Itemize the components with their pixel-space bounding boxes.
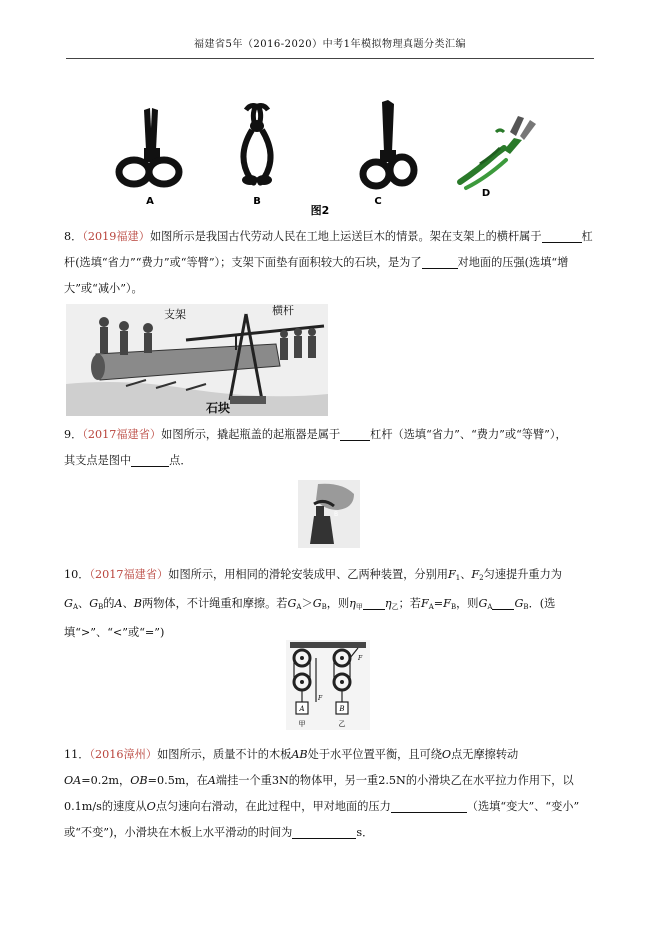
fig2-caption: 图2 (310, 204, 330, 217)
q10-fig-yi: 乙 (338, 720, 346, 728)
q8-line-3: 大”或“减小”）。 (64, 282, 143, 295)
q8-fig-label-support: 支架 (164, 308, 186, 321)
q8-blank-2[interactable] (422, 254, 458, 269)
scissors-a-icon (119, 108, 179, 184)
q9-line-2: 其支点是图中 点． (64, 454, 192, 467)
q10-blank-2[interactable] (492, 595, 514, 610)
q10-line-1: 10．（2017福建省）如图所示，用相同的滑轮安装成甲、乙两种装置，分别用$F_1$、$F_2$匀速提升重力为 (64, 568, 562, 582)
q8-fig-label-stone: 石块 (206, 401, 231, 415)
q11-line-1: 11．（2016漳州）如图所示，质量不计的木板AB处于水平位置平衡，且可绕O点无摩擦转动 (64, 748, 519, 761)
q8-source: （2019福建） (82, 230, 150, 243)
q10-source: （2017福建省） (89, 568, 169, 581)
fig2-label-a: A (146, 196, 154, 207)
q9-blank-2[interactable] (131, 452, 169, 467)
q8-log-transport-figure (66, 304, 328, 416)
tongs-b-icon (242, 106, 272, 186)
question-11 (64, 742, 594, 846)
q9-fig-label: B (334, 511, 339, 518)
q11-line-2: OA=0.2m，OB=0.5m，在A端挂一个重3N的物体甲，另一重2.5N的小滑块乙在水平拉力作用下，以 (64, 774, 574, 787)
q10-fig-fb: F (358, 655, 363, 662)
q9-line-1: 9．（2017福建省）如图所示，撬起瓶盖的起瓶器是属于 杠杆（选填“省力”、“费力”或“等臂”）， (64, 428, 567, 441)
fig2-label-c: C (374, 196, 382, 207)
q10-blank-1[interactable] (363, 595, 385, 610)
page-header (66, 38, 594, 59)
q11-source: （2016漳州） (89, 748, 158, 761)
q11-blank-1[interactable] (391, 798, 467, 813)
q9-blank-1[interactable] (340, 426, 370, 441)
q9-source: （2017福建省） (82, 428, 162, 441)
q8-line-1: 8．（2019福建）如图所示是我国古代劳动人民在工地上运送巨木的情景。架在支架上的横杆属于 杠 (64, 230, 593, 243)
q10-fig-jia: 甲 (298, 720, 306, 728)
q10-line-2: $G_A$、$G_B$的A、B两物体，不计绳重和摩擦。若$G_A>G_B$，则$\eta_甲$ $\eta_乙$；若$F_A=F_B$，则$G_A$ $G_B$．(选 (64, 597, 556, 611)
q10-fig-b: B (339, 705, 345, 713)
question-9 (64, 422, 594, 474)
scissors-c-icon (363, 100, 414, 186)
q9-bottle-opener-figure (298, 480, 360, 548)
fig2-label-b: B (253, 196, 261, 207)
q8-blank-1[interactable] (542, 228, 582, 243)
figure-2-tools (100, 96, 560, 220)
q10-fig-fa: F (318, 695, 323, 702)
q11-line-3: 0.1m/s的速度从O点匀速向右滑动，在此过程中，甲对地面的压力 （选填“变大”、“变小” (64, 800, 580, 813)
shears-d-icon (460, 116, 536, 188)
question-10 (64, 562, 594, 646)
q10-line-3: 填“>”、“<”或“=”) (64, 626, 165, 639)
q8-line-2: 杆(选填“省力”“费力”或“等臂”）；支架下面垫有面积较大的石块，是为了 对地面的压强(选填“增 (64, 256, 569, 269)
header-title: 福建省5年（2016-2020）中考1年模拟物理真题分类汇编 (193, 39, 466, 50)
q11-line-4: 或“不变”)，小滑块在木板上水平滑动的时间为 s． (64, 826, 374, 839)
fig2-label-d: D (481, 188, 491, 199)
q8-fig-label-lever: 横杆 (272, 304, 294, 317)
question-8 (64, 224, 594, 302)
q10-pulley-figure (286, 640, 370, 730)
q10-fig-a: A (299, 705, 305, 713)
q11-blank-2[interactable] (292, 824, 356, 839)
